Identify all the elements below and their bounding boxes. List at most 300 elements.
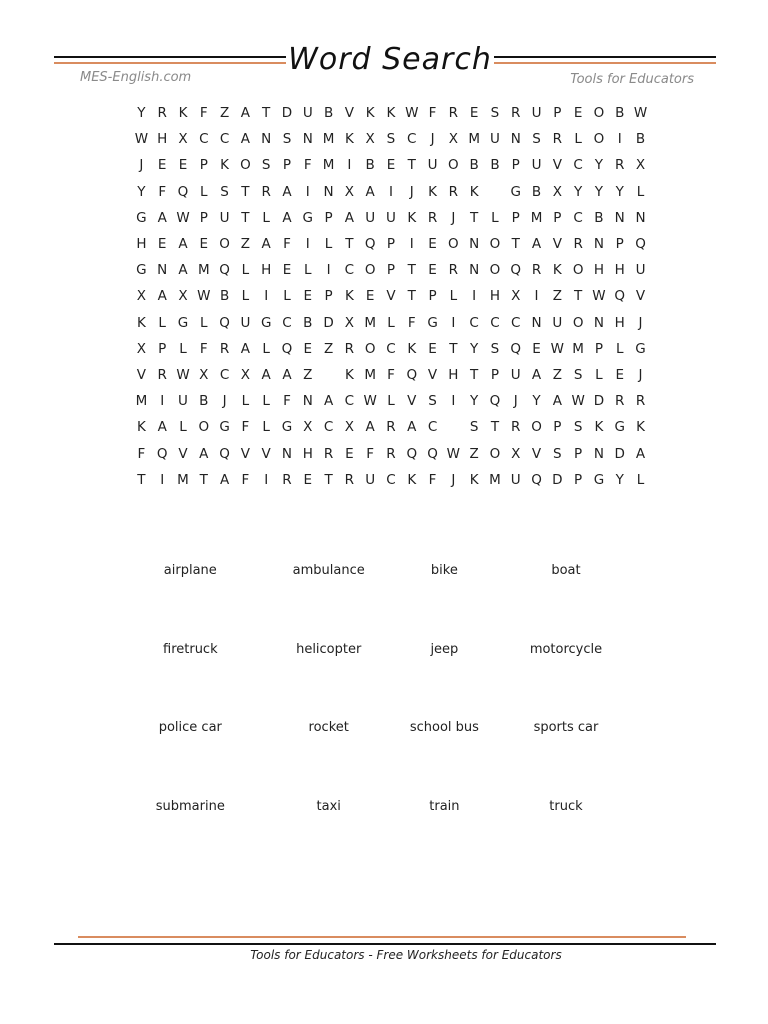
grid-letter: M	[135, 393, 148, 410]
grid-letter: J	[451, 471, 456, 488]
grid-letter: O	[219, 236, 230, 253]
grid-letter: T	[470, 366, 479, 383]
grid-letter: J	[638, 314, 643, 331]
grid-letter: A	[261, 366, 271, 383]
grid-letter: P	[386, 262, 396, 279]
grid-letter: F	[137, 445, 146, 462]
grid-letter: P	[511, 209, 520, 226]
grid-letter: V	[344, 105, 354, 122]
grid-letter: Y	[470, 340, 479, 357]
grid-letter: R	[552, 131, 563, 148]
word-list-item: taxi	[316, 798, 341, 814]
grid-letter: G	[614, 419, 625, 436]
grid-letter: I	[388, 183, 393, 200]
grid-letter: F	[241, 471, 250, 488]
grid-letter: D	[593, 393, 605, 410]
word-list-item: submarine	[155, 798, 225, 814]
grid-letter: R	[448, 183, 459, 200]
grid-letter: H	[593, 262, 604, 279]
grid-letter: M	[177, 471, 189, 488]
grid-letter: Q	[614, 288, 626, 305]
grid-letter: L	[387, 314, 395, 331]
grid-letter: A	[365, 183, 375, 200]
grid-letter: L	[449, 288, 458, 305]
grid-letter: X	[511, 288, 521, 305]
grid-letter: W	[176, 209, 190, 226]
grid-letter: C	[219, 366, 230, 383]
grid-letter: R	[282, 471, 292, 488]
grid-letter: K	[136, 314, 146, 331]
grid-letter: Q	[510, 340, 522, 357]
grid-letter: E	[345, 445, 354, 462]
grid-letter: S	[573, 419, 583, 436]
grid-letter: B	[531, 183, 542, 200]
grid-letter: L	[179, 340, 187, 357]
grid-letter: V	[552, 157, 562, 174]
word-list-item: helicopter	[296, 641, 362, 657]
grid-letter: Q	[489, 393, 501, 410]
grid-letter: Z	[552, 366, 562, 383]
grid-letter: A	[365, 419, 375, 436]
grid-letter: E	[157, 236, 167, 253]
grid-letter: A	[157, 209, 167, 226]
word-list-item: truck	[549, 798, 583, 814]
grid-letter: T	[407, 262, 416, 279]
grid-letter: K	[552, 262, 562, 279]
grid-letter: L	[491, 209, 499, 226]
grid-letter: W	[197, 288, 211, 305]
grid-letter: U	[531, 157, 542, 174]
grid-row	[131, 467, 651, 493]
grid-letter: V	[240, 445, 250, 462]
grid-letter: S	[261, 157, 271, 174]
word-list-row	[130, 717, 650, 796]
grid-letter: G	[177, 314, 189, 331]
grid-letter: B	[635, 131, 646, 148]
grid-letter: Q	[219, 314, 230, 331]
grid-letter: M	[530, 209, 543, 226]
grid-letter: X	[511, 445, 521, 462]
grid-letter: W	[363, 393, 377, 410]
grid-letter: G	[281, 419, 293, 436]
grid-letter: A	[635, 445, 646, 462]
grid-letter: C	[323, 419, 334, 436]
grid-letter: S	[490, 105, 500, 122]
grid-letter: T	[449, 340, 458, 357]
grid-letter: Q	[531, 471, 542, 488]
grid-letter: B	[365, 157, 375, 174]
grid-letter: C	[469, 314, 479, 331]
grid-letter: C	[573, 157, 583, 174]
grid-letter: X	[344, 314, 354, 331]
word-list	[130, 560, 650, 874]
grid-letter: M	[572, 340, 584, 357]
word-list-item: rocket	[308, 720, 349, 735]
grid-letter: A	[282, 183, 292, 200]
grid-letter: B	[199, 393, 209, 410]
grid-letter: U	[240, 314, 251, 331]
grid-letter: P	[324, 209, 333, 226]
grid-letter: E	[178, 157, 188, 174]
word-list-row	[130, 560, 650, 639]
grid-letter: M	[197, 262, 210, 279]
grid-letter: O	[572, 314, 584, 331]
grid-letter: S	[490, 340, 500, 357]
grid-letter: L	[200, 314, 208, 331]
grid-letter: N	[614, 209, 625, 226]
grid-letter: S	[428, 393, 437, 410]
grid-letter: U	[178, 393, 188, 410]
grid-letter: E	[365, 288, 375, 305]
grid-letter: F	[241, 419, 250, 436]
grid-letter: H	[302, 445, 313, 462]
grid-letter: E	[428, 262, 437, 279]
grid-letter: S	[282, 131, 292, 148]
grid-letter: P	[199, 209, 208, 226]
grid-letter: X	[199, 366, 209, 383]
grid-letter: N	[635, 209, 646, 226]
grid-letter: L	[636, 471, 645, 488]
word-list-row	[130, 639, 650, 718]
grid-letter: J	[222, 393, 227, 410]
grid-letter: M	[322, 157, 335, 174]
grid-letter: T	[241, 209, 250, 226]
grid-row	[131, 362, 651, 388]
grid-letter: K	[386, 105, 396, 122]
grid-letter: L	[262, 209, 270, 226]
grid-letter: L	[179, 419, 187, 436]
grid-letter: X	[344, 419, 354, 436]
grid-letter: K	[178, 105, 188, 122]
grid-letter: C	[282, 314, 292, 331]
grid-letter: L	[615, 340, 624, 357]
grid-row	[131, 388, 651, 414]
grid-letter: X	[635, 157, 646, 174]
grid-letter: L	[387, 393, 395, 410]
grid-letter: F	[387, 366, 395, 383]
grid-letter: O	[448, 157, 459, 174]
word-list-item: ambulance	[292, 563, 365, 578]
grid-letter: A	[178, 262, 188, 279]
grid-letter: M	[364, 314, 376, 331]
grid-letter: G	[593, 471, 605, 488]
grid-letter: I	[347, 157, 352, 174]
grid-letter: I	[409, 236, 414, 253]
word-list-row	[130, 796, 650, 875]
grid-letter: D	[281, 105, 293, 122]
grid-letter: V	[635, 288, 646, 305]
grid-letter: U	[219, 209, 230, 226]
grid-letter: L	[262, 340, 270, 357]
grid-letter: P	[490, 366, 500, 383]
grid-letter: J	[513, 393, 518, 410]
grid-letter: Q	[364, 236, 376, 253]
grid-letter: P	[511, 157, 520, 174]
grid-letter: P	[428, 288, 437, 305]
grid-letter: U	[490, 131, 500, 148]
header-tagline: Tools for Educators	[570, 72, 694, 87]
grid-letter: O	[572, 262, 584, 279]
grid-letter: I	[451, 393, 456, 410]
grid-letter: G	[219, 419, 230, 436]
grid-letter: G	[260, 314, 272, 331]
grid-letter: X	[240, 366, 250, 383]
grid-letter: R	[448, 105, 459, 122]
grid-letter: Q	[177, 183, 189, 200]
grid-letter: B	[469, 157, 479, 174]
grid-letter: I	[160, 471, 165, 488]
grid-letter: L	[636, 183, 645, 200]
grid-letter: K	[344, 131, 354, 148]
grid-letter: C	[511, 314, 521, 331]
grid-letter: Y	[615, 471, 624, 488]
grid-letter: R	[344, 471, 355, 488]
grid-letter: N	[593, 236, 604, 253]
grid-letter: S	[573, 366, 583, 383]
grid-letter: O	[489, 262, 501, 279]
grid-letter: B	[323, 105, 334, 122]
grid-letter: P	[594, 340, 603, 357]
grid-letter: W	[134, 131, 149, 148]
grid-letter: E	[469, 105, 479, 122]
grid-letter: W	[592, 288, 606, 305]
grid-letter: C	[386, 471, 396, 488]
grid-letter: G	[136, 262, 147, 279]
grid-letter: A	[282, 366, 292, 383]
grid-letter: R	[427, 209, 438, 226]
grid-letter: H	[489, 288, 501, 305]
grid-letter: X	[136, 340, 147, 357]
page-title: Word Search	[288, 42, 492, 77]
grid-letter: F	[407, 314, 416, 331]
grid-letter: L	[200, 183, 208, 200]
grid-letter: N	[531, 314, 542, 331]
grid-letter: B	[594, 209, 604, 226]
grid-letter: O	[489, 445, 501, 462]
grid-letter: G	[136, 209, 147, 226]
grid-letter: Y	[532, 393, 541, 410]
grid-letter: L	[158, 314, 166, 331]
grid-letter: E	[386, 157, 396, 174]
word-list-item: jeep	[430, 641, 459, 657]
grid-letter: Q	[281, 340, 293, 357]
grid-row	[131, 231, 651, 257]
grid-letter: F	[283, 393, 291, 410]
grid-letter: T	[345, 236, 354, 253]
word-search-grid	[131, 100, 651, 493]
grid-letter: L	[241, 288, 250, 305]
grid-letter: O	[364, 340, 376, 357]
grid-letter: P	[282, 157, 292, 174]
grid-letter: A	[344, 209, 354, 226]
grid-letter: Q	[427, 445, 438, 462]
grid-letter: C	[219, 131, 230, 148]
grid-letter: C	[490, 314, 500, 331]
grid-letter: X	[178, 131, 188, 148]
grid-letter: Y	[615, 183, 624, 200]
grid-letter: Y	[137, 183, 146, 200]
grid-letter: L	[241, 393, 250, 410]
grid-letter: V	[136, 366, 147, 383]
grid-letter: C	[199, 131, 209, 148]
grid-letter: R	[573, 236, 583, 253]
grid-letter: U	[552, 314, 563, 331]
grid-letter: J	[430, 131, 435, 148]
grid-letter: E	[428, 236, 437, 253]
grid-letter: U	[365, 209, 376, 226]
grid-row	[131, 336, 651, 362]
grid-letter: P	[199, 157, 208, 174]
grid-letter: K	[344, 366, 354, 383]
grid-letter: R	[157, 366, 167, 383]
grid-letter: K	[407, 471, 417, 488]
grid-letter: N	[261, 131, 272, 148]
grid-letter: L	[283, 288, 291, 305]
grid-letter: T	[407, 288, 416, 305]
grid-letter: I	[264, 471, 269, 488]
header-accent-rule-right	[494, 62, 716, 64]
grid-row	[131, 205, 651, 231]
grid-letter: O	[198, 419, 210, 436]
grid-letter: B	[615, 105, 625, 122]
grid-letter: V	[178, 445, 188, 462]
grid-letter: A	[157, 288, 167, 305]
grid-letter: X	[552, 183, 562, 200]
grid-letter: O	[240, 157, 251, 174]
grid-letter: R	[448, 262, 459, 279]
grid-letter: H	[448, 366, 459, 383]
grid-letter: E	[573, 105, 583, 122]
grid-letter: K	[469, 471, 479, 488]
grid-letter: A	[219, 471, 230, 488]
grid-letter: T	[574, 288, 583, 305]
grid-letter: E	[303, 340, 313, 357]
grid-letter: A	[240, 131, 250, 148]
grid-letter: K	[220, 157, 230, 174]
grid-letter: K	[428, 183, 437, 200]
grid-letter: N	[323, 183, 334, 200]
grid-letter: A	[282, 209, 292, 226]
grid-letter: Z	[219, 105, 230, 122]
grid-letter: L	[595, 366, 603, 383]
word-list-item: police car	[158, 720, 222, 735]
grid-letter: W	[176, 366, 190, 383]
grid-letter: R	[635, 393, 646, 410]
grid-letter: F	[199, 340, 208, 357]
grid-letter: I	[326, 262, 331, 279]
grid-letter: R	[511, 419, 521, 436]
grid-letter: N	[469, 236, 480, 253]
grid-letter: N	[469, 262, 480, 279]
grid-letter: V	[386, 288, 396, 305]
grid-letter: I	[534, 288, 539, 305]
grid-letter: A	[240, 340, 250, 357]
word-list-item: train	[429, 798, 460, 814]
grid-letter: F	[428, 105, 437, 122]
site-logo-text: MES-English.com	[80, 70, 192, 85]
grid-letter: A	[157, 419, 167, 436]
grid-letter: E	[303, 471, 313, 488]
grid-letter: G	[302, 209, 313, 226]
grid-letter: Q	[219, 445, 230, 462]
grid-row	[131, 440, 651, 466]
grid-letter: N	[157, 262, 168, 279]
grid-letter: H	[136, 236, 147, 253]
footer-rule	[54, 943, 716, 945]
word-list-item: school bus	[409, 720, 479, 735]
grid-letter: K	[407, 340, 417, 357]
grid-row	[131, 257, 651, 283]
grid-letter: N	[593, 314, 604, 331]
grid-letter: M	[489, 471, 501, 488]
grid-letter: U	[302, 105, 313, 122]
grid-letter: A	[323, 393, 334, 410]
grid-letter: U	[531, 105, 542, 122]
grid-letter: J	[451, 209, 456, 226]
grid-letter: R	[615, 393, 625, 410]
grid-letter: Z	[469, 445, 479, 462]
grid-letter: Y	[574, 183, 583, 200]
grid-letter: Z	[552, 288, 562, 305]
grid-letter: K	[594, 419, 604, 436]
grid-letter: Q	[219, 262, 230, 279]
grid-letter: Q	[406, 366, 418, 383]
grid-letter: Q	[510, 262, 522, 279]
grid-letter: Q	[635, 236, 646, 253]
grid-letter: P	[553, 105, 562, 122]
grid-letter: R	[219, 340, 230, 357]
grid-letter: E	[303, 288, 313, 305]
grid-letter: T	[324, 471, 333, 488]
grid-letter: N	[510, 131, 521, 148]
grid-letter: J	[139, 157, 144, 174]
grid-letter: G	[427, 314, 438, 331]
grid-letter: X	[365, 131, 375, 148]
grid-letter: T	[262, 105, 271, 122]
grid-letter: H	[614, 314, 625, 331]
grid-letter: L	[324, 236, 333, 253]
grid-letter: T	[407, 157, 416, 174]
grid-letter: F	[303, 157, 312, 174]
grid-letter: Y	[137, 105, 146, 122]
grid-letter: R	[615, 157, 625, 174]
grid-letter: A	[261, 236, 271, 253]
grid-letter: B	[490, 157, 500, 174]
grid-letter: K	[365, 105, 375, 122]
grid-letter: N	[302, 393, 313, 410]
grid-letter: P	[553, 419, 562, 436]
grid-letter: E	[428, 340, 437, 357]
grid-letter: Q	[156, 445, 168, 462]
grid-letter: A	[199, 445, 209, 462]
grid-letter: S	[220, 183, 229, 200]
grid-letter: X	[303, 419, 313, 436]
grid-letter: E	[282, 262, 292, 279]
grid-letter: P	[574, 471, 583, 488]
grid-letter: K	[469, 183, 479, 200]
grid-letter: X	[178, 288, 188, 305]
grid-letter: F	[283, 236, 291, 253]
grid-letter: T	[490, 419, 500, 436]
grid-letter: S	[553, 445, 562, 462]
word-list-item: firetruck	[163, 641, 218, 657]
grid-letter: T	[137, 471, 146, 488]
grid-letter: W	[571, 393, 585, 410]
grid-letter: R	[511, 105, 521, 122]
grid-letter: T	[199, 471, 208, 488]
grid-letter: O	[364, 262, 376, 279]
grid-letter: Z	[323, 340, 334, 357]
